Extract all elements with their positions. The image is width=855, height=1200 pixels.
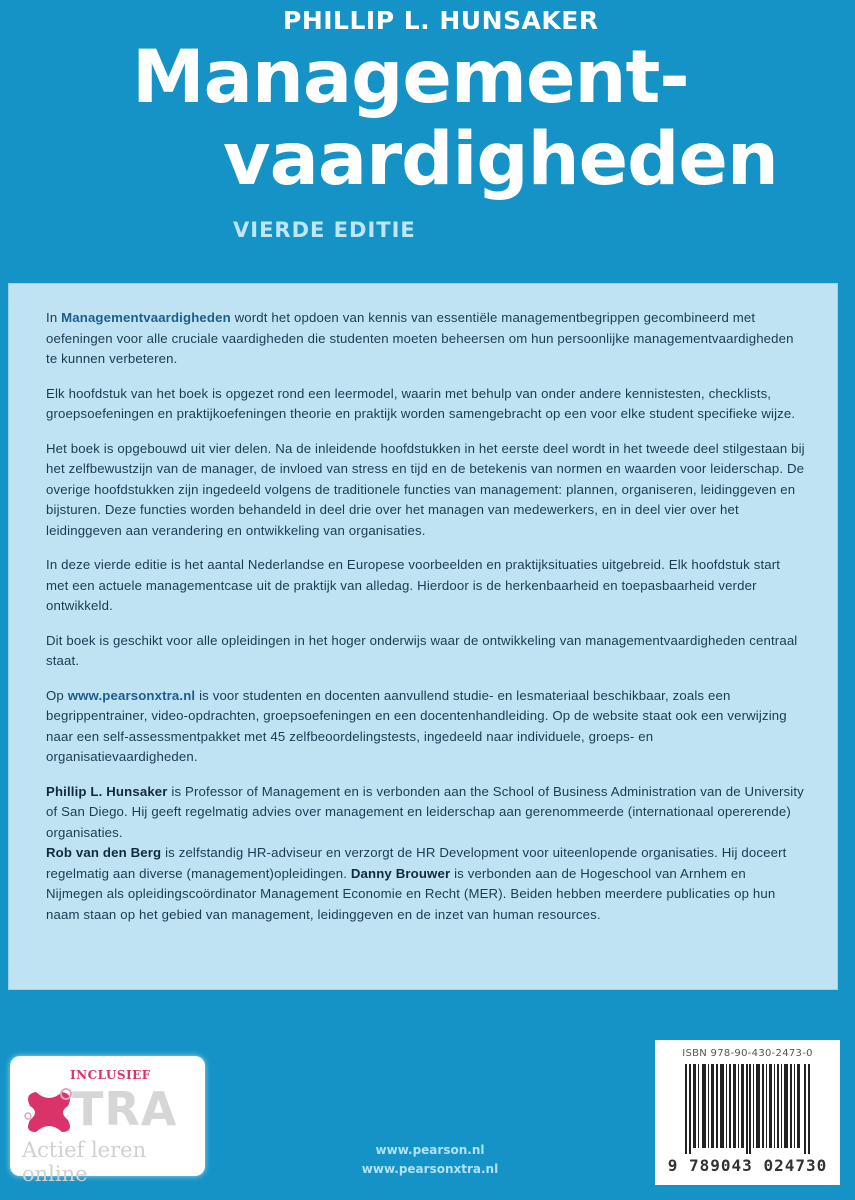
barcode-icon [685,1064,810,1154]
blurb-paragraph-5: Dit boek is geschikt voor alle opleidingen in het hoger onderwijs waar de ontwikkeling van managementvaardigheden centraal staat. [46,632,798,668]
author-bio-1 [46,782,805,844]
pearsonxtra-link[interactable]: www.pearsonxtra.nl [67,687,196,703]
blurb-paragraph-6 [46,686,805,768]
edition-label: VIERDE EDITIE [233,218,416,242]
bio-text: is verbonden aan de Hogeschool van Arnhem en Nijmegen als opleidingscoördinator Management Economie en Recht (MER). Beiden hebben meerdere publicaties op hun naam staan op het gebied van management, leidinggeven en de inzet van human resources. [46,865,776,922]
xtra-logo-word: TRA [72,1082,178,1136]
bio-text: is zelfstandig HR-adviseur en verzorgt de HR Development voor uiteenlopende organisaties. Hij doceert regelmatig aan diverse (management)opleidingen. [46,845,787,881]
text: wordt het opdoen van kennis van essentiële managementbegrippen gecombineerd met oefeningen voor alle cruciale vaardigheden die studenten moeten beheersen om hun persoonlijke managementvaardigheden te kunnen verbeteren. [46,310,794,366]
pearsonxtra-url[interactable]: www.pearsonxtra.nl [361,1162,499,1176]
ean-digits: 9 789043 024730 [667,1156,828,1175]
text: is voor studenten en docenten aanvullend studie- en lesmateriaal beschikbaar, zoals een begrippentrainer, video-opdrachten, groepsoefeningen en een docentenhandleiding. Op de website staat ook een verwijzing naar een self-assessmentpakket met 45 zelfbeoordelingstests, ingedeeld naar individuele, groeps- en organisatievaardigheden. [46,687,787,764]
blurb-paragraph-3: Het boek is opgebouwd uit vier delen. Na de inleidende hoofdstukken in het eerste deel wordt in het tweede deel stilgestaan bij het zelfbewustzijn van de manager, de invloed van stress en tijd en de betekenis van normen en waarden voor leiderschap. De overige hoofdstukken zijn ingedeeld volgens de traditionele functies van management: plannen, organiseren, leidinggeven en bijsturen. Deze functies worden behandeld in deel drie over het managen van medewerkers, en in deel vier over het leidinggeven aan verandering en ontwikkeling van organisaties. [46,440,805,538]
text: In [46,310,62,325]
barcode-box [655,1040,840,1185]
pearson-url[interactable]: www.pearson.nl [375,1143,485,1157]
author-bio-2 [46,843,805,925]
isbn-label: ISBN 978-90-430-2473-0 [682,1048,813,1059]
xtra-inclusief-label: INCLUSIEF [70,1068,151,1082]
title-line-1: Management- [132,35,689,120]
xtra-tagline: Actief leren online [22,1138,147,1186]
bio-text: is Professor of Management en is verbonden aan the School of Business Administration van de University of San Diego. Hij geeft regelmatig advies over management en leiderschap aan gerenommeerde (internationaal opererende) organisaties. [46,783,804,840]
bio-name: Rob van den Berg [46,845,162,860]
text: Op [46,687,68,703]
blurb-paragraph-1 [46,308,805,370]
bio-name: Phillip L. Hunsaker [46,783,168,799]
blurb-panel [8,283,838,990]
xtra-badge [10,1056,205,1186]
blurb-paragraph-2: Elk hoofdstuk van het boek is opgezet rond een leermodel, waarin met behulp van onder andere kennistesten, checklists, groepsoefeningen en praktijkoefeningen theorie en praktijk worden samengebracht op een voor elke student specifieke wijze. [46,385,796,421]
footer-urls [330,1141,530,1179]
author-name: PHILLIP L. HUNSAKER [283,6,599,35]
bio-name: Danny Brouwer [350,865,451,881]
xtra-x-icon [22,1084,77,1139]
book-title-highlight: Managementvaardigheden [61,310,231,325]
blurb-paragraph-4: In deze vierde editie is het aantal Nederlandse en Europese voorbeelden en praktijksituaties uitgebreid. Elk hoofdstuk start met een actuele managementcase uit de praktijk van alledag. Hierdoor is de herkenbaarheid en toepasbaarheid verder ontwikkeld. [46,557,781,613]
title-line-2: vaardigheden [223,117,778,202]
